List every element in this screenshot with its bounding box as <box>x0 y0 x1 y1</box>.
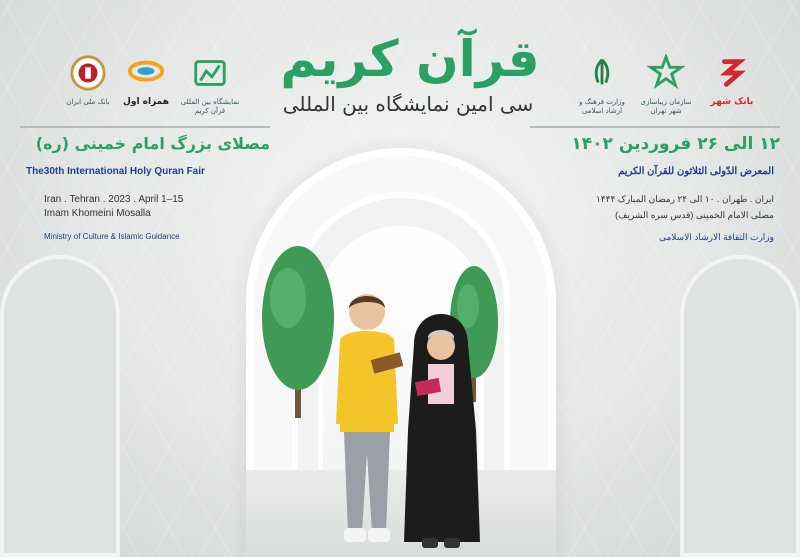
bank-shahr-icon <box>713 54 751 92</box>
arabic-dates: ایران . طهران . ۱۰ الی ۲۴ رمضان المبارک ۱۴۴۴ <box>595 194 774 204</box>
logo-caption: وزارت فرهنگ و ارشاد اسلامی <box>579 98 625 115</box>
hamrah-aval-icon <box>127 54 165 92</box>
arabic-ministry: وزارت الثقافة الارشاد الاسلامی <box>658 232 774 242</box>
logo-ministry <box>572 54 632 116</box>
english-location-dates: Iran . Tehran . 2023 . April 1–15 <box>44 194 184 205</box>
title-main: قرآن کریم <box>280 30 540 88</box>
english-ministry: Ministry of Culture & Islamic Guidance <box>44 232 180 241</box>
logo-caption: بانک ملی ایران <box>66 98 110 106</box>
persian-venue: مصلای بزرگ امام خمینی (ره) <box>35 134 270 153</box>
persian-dates: ۱۲ الی ۲۶ فروردین ۱۴۰۲ <box>571 134 780 154</box>
side-arch-right <box>680 255 800 557</box>
girl-figure-icon <box>396 310 486 554</box>
english-fair-name: The30th International Holy Quran Fair <box>26 166 205 177</box>
arabic-fair-name: المعرض الدّولی الثلاثون للقرآن الکریم <box>618 166 774 177</box>
divider-left <box>20 126 270 128</box>
logo-quran-fair <box>180 54 240 116</box>
logo-hamrah-aval <box>116 54 176 107</box>
iran-emblem-icon <box>583 54 621 92</box>
quran-fair-icon <box>191 54 229 92</box>
logo-bank-melli <box>58 54 118 107</box>
title-sub: سی امین نمایشگاه بین المللی <box>282 92 534 116</box>
arabic-venue: مصلی الامام الخمینی (قدس سره الشریف) <box>615 210 774 220</box>
logo-tehran-beautification <box>636 54 696 116</box>
logo-caption: نمایشگاه بین المللی قرآن کریم <box>180 98 240 115</box>
logo-caption: همراه اول <box>123 97 169 107</box>
logo-bank-shahr <box>702 54 762 107</box>
divider-right <box>530 126 780 128</box>
logo-caption: بانک شهر <box>710 97 754 107</box>
english-venue: Imam Khomeini Mosalla <box>44 208 151 219</box>
bank-melli-icon <box>69 54 107 92</box>
tehran-beautification-icon <box>647 54 685 92</box>
side-arch-left <box>0 255 120 557</box>
logo-caption: سازمان زیباسازی شهر تهران <box>640 98 692 115</box>
